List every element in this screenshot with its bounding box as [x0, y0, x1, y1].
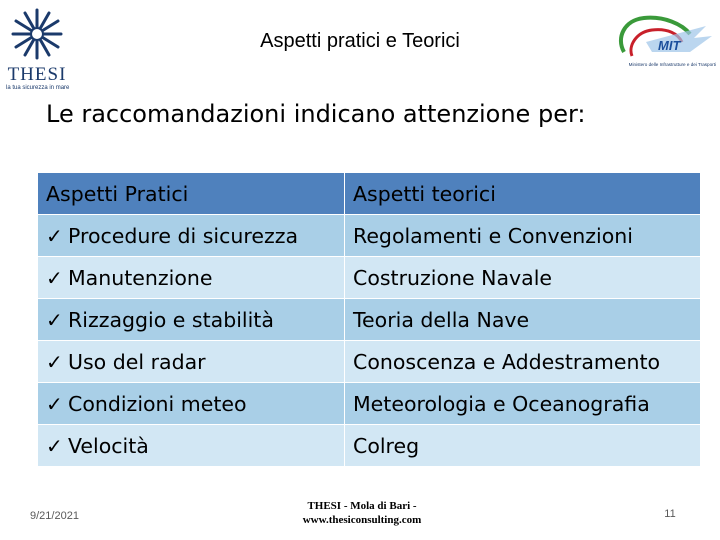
table-row: [38, 383, 701, 425]
checkmark-icon: ✓: [46, 349, 63, 374]
page-title: Aspetti pratici e Teorici: [260, 30, 460, 52]
checkmark-icon: ✓: [46, 307, 63, 332]
practical-cell: [38, 341, 345, 383]
theoretical-cell: Regolamenti e Convenzioni: [345, 215, 701, 257]
practical-cell: [38, 215, 345, 257]
table-row: [38, 341, 701, 383]
practical-item: Velocità: [68, 433, 149, 458]
practical-cell: [38, 257, 345, 299]
practical-cell: [38, 299, 345, 341]
mit-caption: Ministero delle Infrastrutture e dei Trasporti: [628, 62, 716, 67]
practical-item: Rizzaggio e stabilità: [68, 307, 274, 332]
footer-org-line: THESI - Mola di Bari -: [307, 500, 417, 512]
theoretical-cell: Teoria della Nave: [345, 299, 701, 341]
mit-logo: [612, 12, 716, 74]
footer-date: 9/21/2021: [30, 510, 79, 522]
footer-website-link[interactable]: www.thesiconsulting.com: [302, 514, 422, 526]
table-header-row: [38, 173, 701, 215]
practical-cell: [38, 383, 345, 425]
practical-cell: [38, 425, 345, 467]
checkmark-icon: ✓: [46, 433, 63, 458]
practical-item: Uso del radar: [68, 349, 206, 374]
slide-subtitle: Le raccomandazioni indicano attenzione per:: [46, 100, 586, 128]
checkmark-icon: ✓: [46, 265, 63, 290]
table-row: [38, 425, 701, 467]
table-row: [38, 215, 701, 257]
thesi-logo-icon: [10, 6, 64, 62]
header-theoretical: Aspetti teorici: [345, 173, 701, 215]
footer-center: [262, 499, 462, 527]
theoretical-cell: Conoscenza e Addestramento: [345, 341, 701, 383]
theoretical-cell: Costruzione Navale: [345, 257, 701, 299]
practical-item: Procedure di sicurezza: [68, 223, 299, 248]
table-row: [38, 299, 701, 341]
practical-item: Condizioni meteo: [68, 391, 247, 416]
checkmark-icon: ✓: [46, 391, 63, 416]
aspects-table: [37, 172, 701, 467]
theoretical-cell: Meteorologia e Oceanografia: [345, 383, 701, 425]
mit-logo-icon: [612, 12, 716, 62]
thesi-tagline: la tua sicurezza in mare: [6, 85, 70, 91]
checkmark-icon: ✓: [46, 223, 63, 248]
table-row: [38, 257, 701, 299]
mit-wordmark: MIT: [658, 38, 681, 53]
thesi-wordmark: THESI: [7, 64, 67, 85]
theoretical-cell: Colreg: [345, 425, 701, 467]
header-practical: Aspetti Pratici: [38, 173, 345, 215]
practical-item: Manutenzione: [68, 265, 213, 290]
page-number: 11: [664, 508, 676, 520]
thesi-logo: [6, 6, 68, 92]
